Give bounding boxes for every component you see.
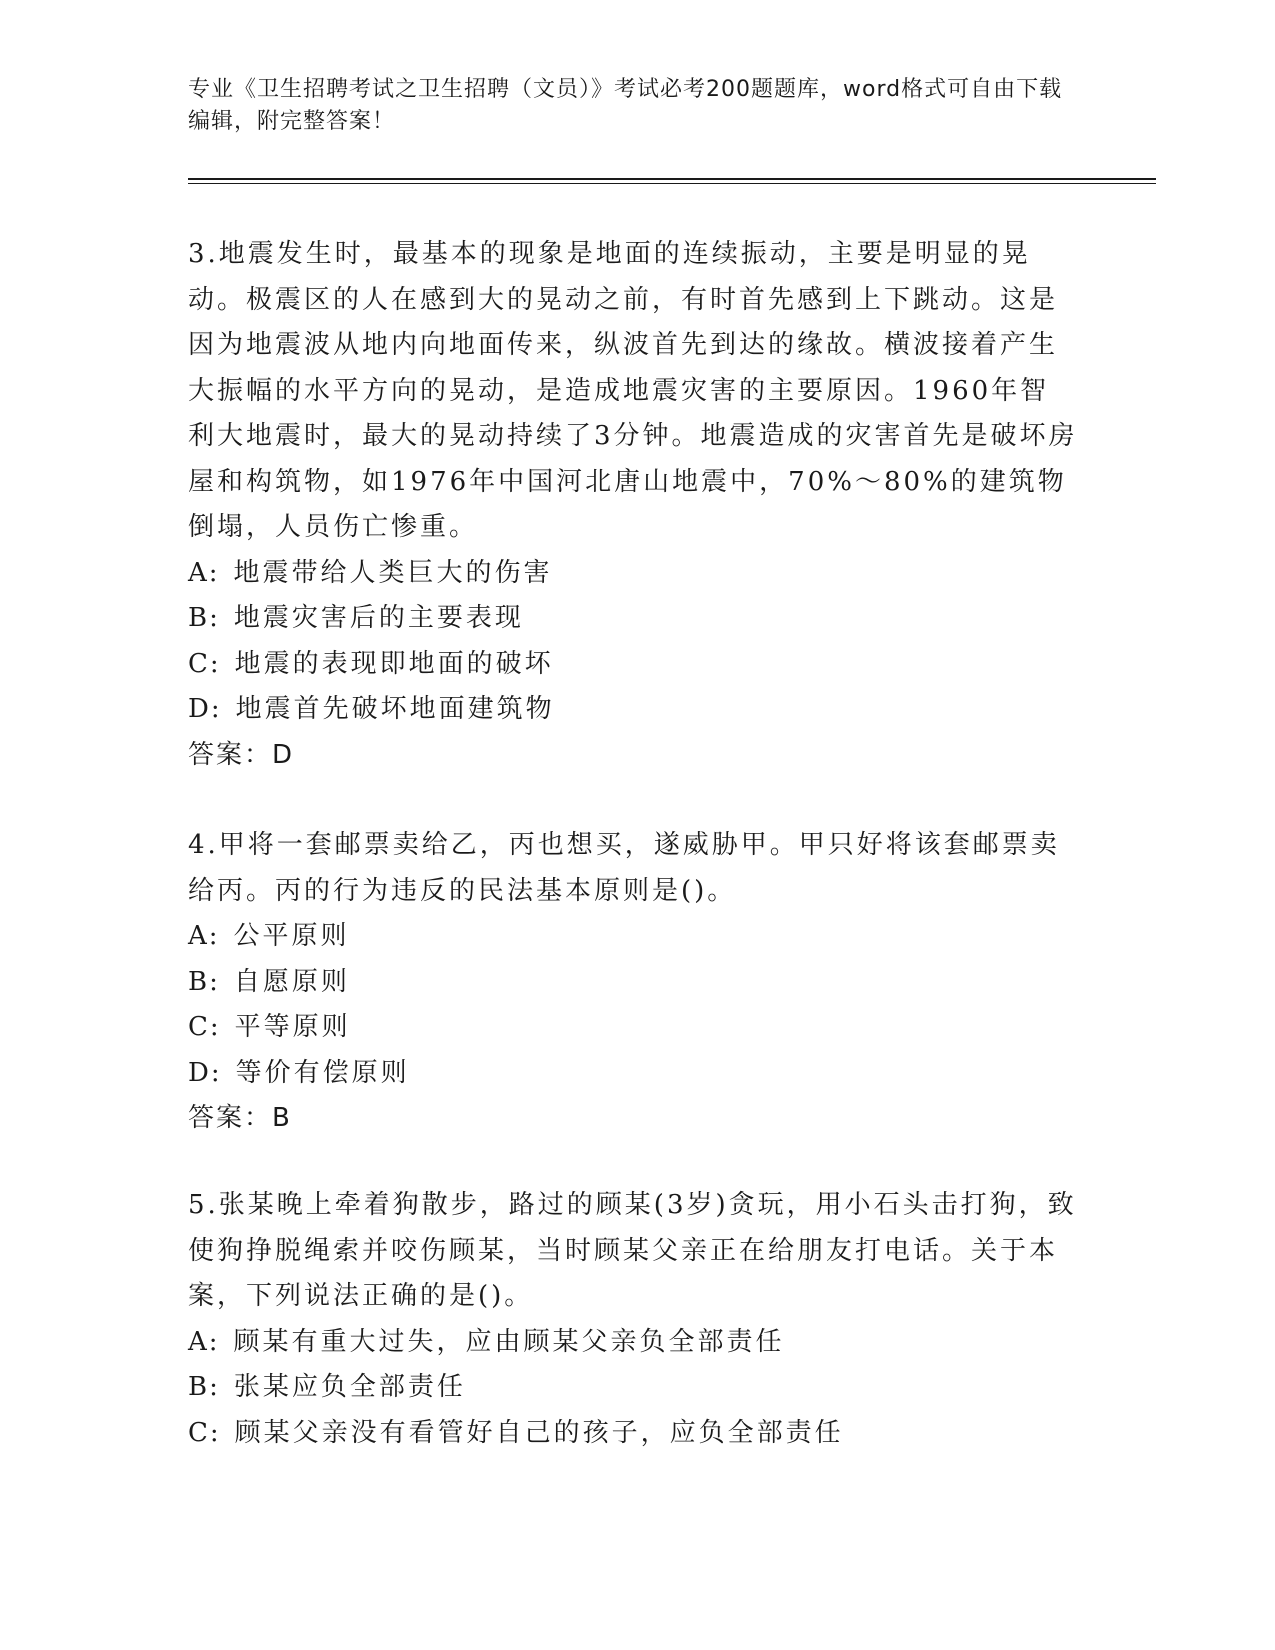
question-4 <box>188 823 1078 1142</box>
question-3 <box>188 232 1078 778</box>
option-text: 地震首先破坏地面建筑物 <box>235 694 555 724</box>
option-c <box>188 1411 1078 1457</box>
option-a <box>188 914 1078 960</box>
option-letter: B: <box>188 966 220 997</box>
option-letter: D: <box>188 1057 222 1088</box>
option-d <box>188 1051 1078 1097</box>
option-list <box>188 914 1078 1096</box>
option-letter: A: <box>188 1326 220 1357</box>
option-text: 顾某父亲没有看管好自己的孩子，应负全部责任 <box>234 1417 844 1448</box>
option-text: 公平原则 <box>233 921 350 951</box>
question-stem: 3.地震发生时，最基本的现象是地面的连续振动，主要是明显的晃动。极震区的人在感到大的晃动之前，有时首先感到上下跳动。这是因为地震波从地内向地面传来，纵波首先到达的缘故。横波接着产生大振幅的水平方向的晃动，是造成地震灾害的主要原因。1960年智利大地震时，最大的晃动持续了3分钟。地震造成的灾害首先是破坏房屋和构筑物，如1976年中国河北唐山地震中，70%～80%的建筑物倒塌，人员伤亡惨重。 <box>188 239 1078 542</box>
option-text: 等价有偿原则 <box>235 1057 410 1088</box>
option-letter: D: <box>188 694 222 724</box>
option-letter: A: <box>188 921 220 951</box>
answer-line: 答案：D <box>188 739 295 770</box>
option-letter: B: <box>188 1372 220 1402</box>
option-a <box>188 551 1078 597</box>
option-letter: C: <box>188 1417 221 1448</box>
option-b <box>188 960 1078 1006</box>
option-letter: C: <box>188 1012 221 1042</box>
header-rule-thin <box>188 183 1156 184</box>
option-b <box>188 596 1078 642</box>
option-text: 平等原则 <box>234 1012 351 1042</box>
option-letter: C: <box>188 648 221 679</box>
option-d <box>188 687 1078 733</box>
option-list <box>188 1320 1078 1457</box>
option-letter: B: <box>188 603 220 633</box>
option-b <box>188 1365 1078 1411</box>
question-stem: 4.甲将一套邮票卖给乙，丙也想买，遂威胁甲。甲只好将该套邮票卖给丙。丙的行为违反的民法基本原则是()。 <box>188 830 1060 906</box>
question-stem: 5.张某晚上牵着狗散步，路过的顾某(3岁)贪玩，用小石头击打狗，致使狗挣脱绳索并咬伤顾某，当时顾某父亲正在给朋友打电话。关于本案，下列说法正确的是()。 <box>188 1190 1077 1311</box>
option-text: 顾某有重大过失，应由顾某父亲负全部责任 <box>233 1326 785 1357</box>
page-header: 专业《卫生招聘考试之卫生招聘（文员）》考试必考200题题库，word格式可自由下载编辑，附完整答案！ <box>188 77 1063 134</box>
option-c <box>188 1005 1078 1051</box>
question-5 <box>188 1183 1078 1456</box>
answer-line: 答案：B <box>188 1103 292 1133</box>
option-a <box>188 1320 1078 1366</box>
option-text: 地震灾害后的主要表现 <box>233 603 524 633</box>
option-c <box>188 642 1078 688</box>
option-text: 地震的表现即地面的破坏 <box>234 648 554 679</box>
option-text: 张某应负全部责任 <box>233 1372 466 1402</box>
option-list <box>188 551 1078 733</box>
option-text: 自愿原则 <box>233 966 350 997</box>
option-letter: A: <box>188 557 220 588</box>
option-text: 地震带给人类巨大的伤害 <box>233 557 553 588</box>
header-rule-thick <box>188 178 1156 180</box>
